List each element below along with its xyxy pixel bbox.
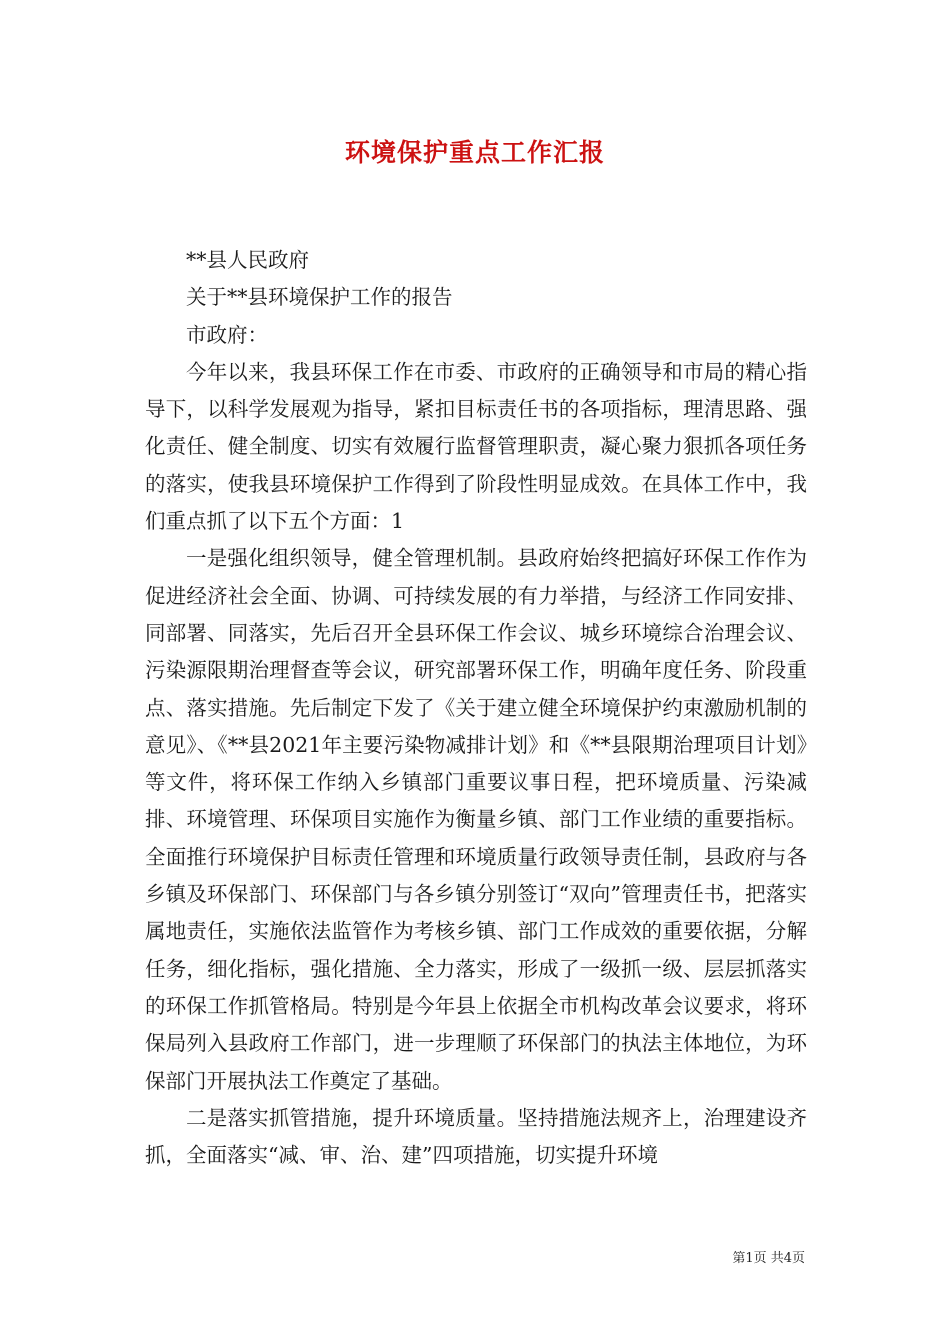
paragraph-measures: 二是落实抓管措施，提升环境质量。坚持措施法规齐上，治理建设齐抓，全面落实“减、审、治、建”四项措施，切实提升环境 bbox=[145, 1105, 807, 1168]
document-title: 环境保护重点工作汇报 bbox=[344, 138, 605, 167]
paragraph-intro: 今年以来，我县环保工作在市委、市政府的正确领导和市局的精心指导下，以科学发展观为指导，紧扣目标责任书的各项指标，理清思路、强化责任、健全制度、切实有效履行监督管理职责，凝心聚力狠抓各项任务的落实，使我县环境保护工作得到了阶段性明显成效。在具体工作中，我们重点抓了以下五个方面：1 bbox=[145, 359, 807, 534]
issuer-line: **县人民政府 bbox=[186, 248, 309, 272]
report-subject-line: 关于**县环境保护工作的报告 bbox=[186, 285, 453, 310]
addressee-line: 市政府： bbox=[186, 322, 268, 347]
page-number-footer: 第1页 共4页 bbox=[732, 1251, 805, 1266]
paragraph-organization: 一是强化组织领导，健全管理机制。县政府始终把搞好环保工作作为促进经济社会全面、协调、可持续发展的有力举措，与经济工作同安排、同部署、同落实，先后召开全县环保工作会议、城乡环境综合治理会议、污染源限期治理督查等会议，研究部署环保工作，明确年度任务、阶段重点、落实措施。先后制定下发了《关于建立健全环境保护约束激励机制的意见》、《**县2021年主要污染物减排计划》和《**县限期治理项目计划》等文件，将环保工作纳入乡镇部门重要议事日程，把环境质量、污染减排、环境管理、环保项目实施作为衡量乡镇、部门工作业绩的重要指标。全面推行环境保护目标责任管理和环境质量行政领导责任制，县政府与各乡镇及环保部门、环保部门与各乡镇分别签订“双向”管理责任书，把落实属地责任，实施依法监管作为考核乡镇、部门工作成效的重要依据，分解任务，细化指标，强化措施、全力落实，形成了一级抓一级、层层抓落实的环保工作抓管格局。特别是今年县上依据全市机构改革会议要求，将环保局列入县政府工作部门，进一步理顺了环保部门的执法主体地位，为环保部门开展执法工作奠定了基础。 bbox=[145, 546, 807, 1093]
document-body bbox=[145, 242, 807, 1174]
